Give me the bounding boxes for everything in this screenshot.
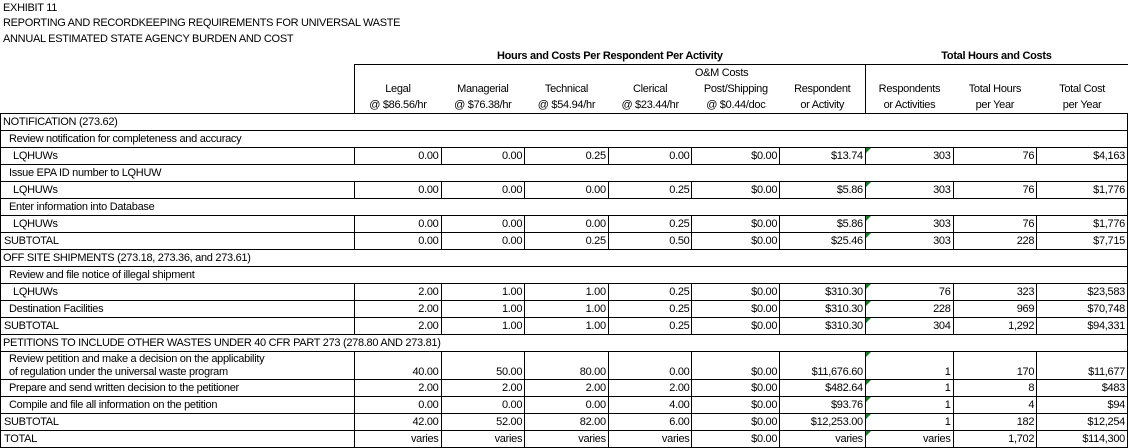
col-legal-rate: @ $86.56/hr: [354, 97, 441, 114]
cell-respondent: $12,253.00: [780, 414, 866, 431]
col-technical-rate: @ $54.94/hr: [537, 99, 596, 111]
section-label: PETITIONS TO INCLUDE OTHER WASTES UNDER 40 CFR PART 273 (278.80 AND 273.81): [1, 335, 1128, 352]
cell-respondents: 303: [865, 148, 953, 165]
cell-technical: 80.00: [525, 352, 609, 380]
cell-clerical: 0.00: [608, 352, 692, 380]
row-label: SUBTOTAL: [1, 318, 355, 335]
row-label: TOTAL: [1, 431, 355, 448]
cell-post-shipping: $0.00: [692, 397, 780, 414]
row-label: SUBTOTAL: [1, 414, 355, 431]
row-label: LQHUWs: [1, 216, 355, 233]
cell-managerial: 0.00: [441, 182, 525, 199]
activity-label: Review notification for completeness and accuracy: [1, 131, 1128, 148]
cell-total-cost: $4,163: [1037, 148, 1128, 165]
cell-legal: 0.00: [354, 182, 441, 199]
row-label: LQHUWs: [1, 284, 355, 301]
cell-clerical: 0.50: [608, 233, 692, 250]
cell-clerical: 0.25: [608, 284, 692, 301]
cell-managerial: 50.00: [441, 352, 525, 380]
cell-managerial: 0.00: [441, 397, 525, 414]
section-label: OFF SITE SHIPMENTS (273.18, 273.36, and 273.61): [1, 250, 1128, 267]
subtotal-row: [1, 414, 1128, 431]
cell-respondents: 1: [865, 352, 953, 380]
cell-post-shipping: $0.00: [692, 431, 780, 448]
exhibit-title: REPORTING AND RECORDKEEPING REQUIREMENTS FOR UNIVERSAL WASTE: [3, 17, 401, 29]
cell-technical: 0.25: [525, 233, 609, 250]
cell-respondents: varies: [865, 431, 953, 448]
activity-row: [1, 131, 1128, 148]
cell-respondent: $5.86: [780, 182, 866, 199]
cell-technical: 1.00: [525, 284, 609, 301]
cell-technical: 1.00: [525, 301, 609, 318]
cell-respondents: 303: [865, 182, 953, 199]
cell-total-cost: $94: [1037, 397, 1128, 414]
subtotal-row: [1, 318, 1128, 335]
subtotal-row: [1, 431, 1128, 448]
cell-managerial: 0.00: [441, 233, 525, 250]
cell-total-cost: $1,776: [1037, 216, 1128, 233]
cell-post-shipping: $0.00: [692, 301, 780, 318]
cell-total-cost: $114,300: [1037, 431, 1128, 448]
cell-respondent: $25.46: [780, 233, 866, 250]
row-label: Prepare and send written decision to the petitioner: [1, 380, 355, 397]
col-post-shipping: Post/Shipping: [703, 83, 768, 95]
cell-managerial: 1.00: [441, 301, 525, 318]
table-row: [1, 397, 1128, 414]
activity-row: [1, 199, 1128, 216]
cell-post-shipping: $0.00: [692, 182, 780, 199]
cell-post-shipping: $0.00: [692, 148, 780, 165]
cell-total-hours: 76: [953, 216, 1037, 233]
row-label: LQHUWs: [1, 182, 355, 199]
cell-managerial: 0.00: [441, 148, 525, 165]
cell-respondent: $310.30: [780, 301, 866, 318]
cell-legal: 40.00: [354, 352, 441, 380]
cell-legal: 2.00: [354, 380, 441, 397]
cell-technical: 0.00: [525, 397, 609, 414]
cell-managerial: varies: [441, 431, 525, 448]
cell-total-hours: 228: [953, 233, 1037, 250]
cell-post-shipping: $0.00: [692, 216, 780, 233]
cell-post-shipping: $0.00: [692, 318, 780, 335]
table-row: [1, 380, 1128, 397]
col-respondent-unit: or Activity: [800, 99, 845, 111]
col-legal: Legal: [354, 81, 441, 97]
activity-label: Review and file notice of illegal shipment: [1, 267, 1128, 284]
col-total-hours-unit: per Year: [975, 99, 1015, 111]
cell-managerial: 1.00: [441, 318, 525, 335]
cell-legal: 2.00: [354, 284, 441, 301]
cell-technical: 2.00: [525, 380, 609, 397]
cell-total-cost: $1,776: [1037, 182, 1128, 199]
cell-technical: 0.25: [525, 148, 609, 165]
activity-label: Issue EPA ID number to LQHUW: [1, 165, 1128, 182]
cell-post-shipping: $0.00: [692, 352, 780, 380]
cell-total-cost: $23,583: [1037, 284, 1128, 301]
col-managerial: Managerial: [457, 83, 509, 95]
table-row: [1, 148, 1128, 165]
group-total: Total Hours and Costs: [865, 48, 1127, 65]
row-label: Destination Facilities: [1, 301, 355, 318]
col-respondent: Respondent: [794, 83, 851, 95]
col-total-hours: Total Hours: [968, 83, 1022, 95]
exhibit-number: EXHIBIT 11: [3, 2, 58, 14]
cell-legal: varies: [354, 431, 441, 448]
cell-clerical: varies: [608, 431, 692, 448]
cell-total-hours: 8: [953, 380, 1037, 397]
cell-legal: 0.00: [354, 397, 441, 414]
cell-total-cost: $11,677: [1037, 352, 1128, 380]
cell-managerial: 2.00: [441, 380, 525, 397]
activity-label: Enter information into Database: [1, 199, 1128, 216]
subtotal-row: [1, 233, 1128, 250]
table-row: [1, 182, 1128, 199]
cell-respondent: $11,676.60: [780, 352, 866, 380]
cell-post-shipping: $0.00: [692, 380, 780, 397]
cell-clerical: 6.00: [608, 414, 692, 431]
cell-respondents: 228: [865, 301, 953, 318]
cell-respondent: $310.30: [780, 318, 866, 335]
cell-technical: varies: [525, 431, 609, 448]
exhibit-subtitle: ANNUAL ESTIMATED STATE AGENCY BURDEN AND COST: [3, 33, 294, 45]
cell-total-hours: 76: [953, 148, 1037, 165]
cell-clerical: 0.25: [608, 318, 692, 335]
cell-respondents: 76: [865, 284, 953, 301]
cell-respondent: $310.30: [780, 284, 866, 301]
cell-respondents: 1: [865, 380, 953, 397]
col-post-shipping-rate: @ $0.44/doc: [706, 99, 766, 111]
cell-respondents: 303: [865, 233, 953, 250]
activity-row: [1, 267, 1128, 284]
cell-managerial: 1.00: [441, 284, 525, 301]
cell-clerical: 0.00: [608, 148, 692, 165]
cell-total-cost: $12,254: [1037, 414, 1128, 431]
row-label: [1, 352, 355, 380]
burden-cost-table: [0, 48, 1128, 448]
cell-respondent: $93.76: [780, 397, 866, 414]
cell-post-shipping: $0.00: [692, 284, 780, 301]
cell-legal: 0.00: [354, 216, 441, 233]
col-clerical-rate: @ $23.44/hr: [621, 99, 679, 111]
table-row: [1, 216, 1128, 233]
cell-managerial: 52.00: [441, 414, 525, 431]
cell-total-cost: $94,331: [1037, 318, 1128, 335]
cell-total-cost: $70,748: [1037, 301, 1128, 318]
row-label: Compile and file all information on the petition: [1, 397, 355, 414]
cell-respondents: 1: [865, 414, 953, 431]
cell-technical: 1.00: [525, 318, 609, 335]
cell-legal: 2.00: [354, 318, 441, 335]
section-row: [1, 250, 1128, 267]
col-clerical: Clerical: [633, 83, 668, 95]
cell-clerical: 2.00: [608, 380, 692, 397]
row-label: LQHUWs: [1, 148, 355, 165]
cell-clerical: 0.25: [608, 182, 692, 199]
col-total-cost-unit: per Year: [1062, 99, 1102, 111]
section-label: NOTIFICATION (273.62): [1, 114, 1128, 131]
cell-post-shipping: $0.00: [692, 233, 780, 250]
cell-respondent: $13.74: [780, 148, 866, 165]
cell-technical: 0.00: [525, 182, 609, 199]
cell-technical: 82.00: [525, 414, 609, 431]
cell-respondent: varies: [780, 431, 866, 448]
cell-total-hours: 76: [953, 182, 1037, 199]
cell-legal: 0.00: [354, 233, 441, 250]
cell-legal: 2.00: [354, 301, 441, 318]
col-managerial-rate: @ $76.38/hr: [454, 99, 512, 111]
cell-total-cost: $7,715: [1037, 233, 1128, 250]
table-row: [1, 284, 1128, 301]
cell-post-shipping: $0.00: [692, 414, 780, 431]
cell-respondent: $482.64: [780, 380, 866, 397]
cell-total-hours: 182: [953, 414, 1037, 431]
cell-legal: 0.00: [354, 148, 441, 165]
cell-respondents: 1: [865, 397, 953, 414]
cell-technical: 0.00: [525, 216, 609, 233]
activity-row: [1, 165, 1128, 182]
col-total-cost: Total Cost: [1059, 83, 1106, 95]
cell-respondent: $5.86: [780, 216, 866, 233]
section-row: [1, 114, 1128, 131]
cell-clerical: 4.00: [608, 397, 692, 414]
section-row: [1, 335, 1128, 352]
cell-clerical: 0.25: [608, 216, 692, 233]
cell-total-hours: 170: [953, 352, 1037, 380]
col-technical: Technical: [544, 83, 589, 95]
cell-total-hours: 323: [953, 284, 1037, 301]
cell-managerial: 0.00: [441, 216, 525, 233]
om-costs-label: O&M Costs: [354, 65, 865, 82]
cell-total-cost: $483: [1037, 380, 1128, 397]
row-label-line2: of regulation under the universal waste program: [9, 366, 228, 378]
cell-total-hours: 969: [953, 301, 1037, 318]
col-respondents: Respondents: [865, 81, 953, 97]
cell-total-hours: 4: [953, 397, 1037, 414]
table-row: [1, 301, 1128, 318]
cell-total-hours: 1,292: [953, 318, 1037, 335]
cell-respondents: 303: [865, 216, 953, 233]
cell-legal: 42.00: [354, 414, 441, 431]
group-per-activity: Hours and Costs Per Respondent Per Activity: [354, 48, 865, 65]
row-label-line1: Review petition and make a decision on the applicability: [9, 353, 265, 365]
col-respondents-unit: or Activities: [865, 97, 953, 114]
row-label: SUBTOTAL: [1, 233, 355, 250]
cell-clerical: 0.25: [608, 301, 692, 318]
cell-respondents: 304: [865, 318, 953, 335]
table-row: [1, 352, 1128, 380]
cell-total-hours: 1,702: [953, 431, 1037, 448]
